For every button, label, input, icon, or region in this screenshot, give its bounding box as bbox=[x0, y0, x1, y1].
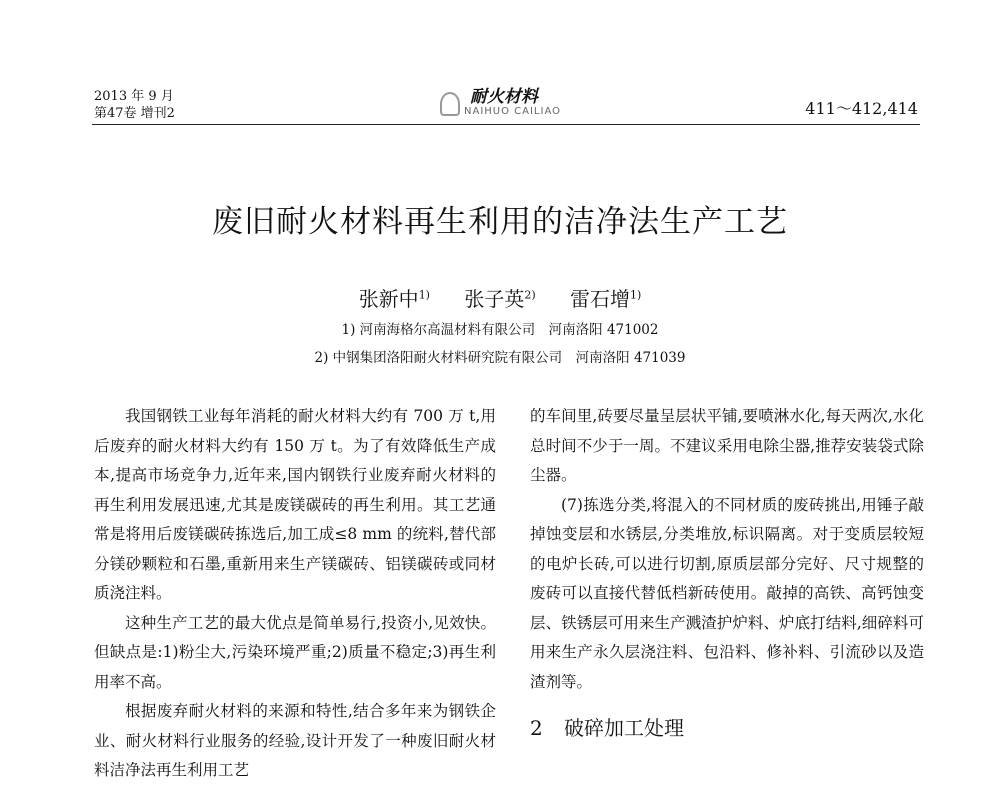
section-number: 2 bbox=[530, 716, 543, 740]
issue-info bbox=[94, 88, 175, 122]
author-affiliation-mark: 2) bbox=[524, 288, 536, 302]
author bbox=[570, 283, 641, 312]
author-affiliation-mark: 1) bbox=[630, 288, 642, 302]
issue-date: 2013 年 9 月 bbox=[94, 89, 174, 104]
author-name: 张新中 bbox=[358, 287, 419, 311]
body-paragraph: (7)拣选分类,将混入的不同材质的废砖挑出,用锤子敲掉蚀变层和水锈层,分类堆放,标识隔离。对于变质层较短的电炉长砖,可以进行切割,原质层部分完好、尺寸规整的废砖可以直接代替低档新砖使用。敲掉的高铁、高钙蚀变层、铁锈层可用来生产溅渣护炉料、炉底打结料,细碎料可用来生产永久层浇注料、包沿料、修补料、引流砂以及造渣剂等。 bbox=[530, 495, 924, 691]
author-list bbox=[0, 283, 1000, 312]
paper-title: 废旧耐火材料再生利用的洁净法生产工艺 bbox=[212, 204, 788, 240]
body-paragraph: 我国钢铁工业每年消耗的耐火材料大约有 700 万 t,用后废弃的耐火材料大约有 150 万 t。为了有效降低生产成本,提高市场竞争力,近年来,国内钢铁行业废弃耐火材料的再生利用发展迅速,尤其是废镁碳砖的再生利用。其工艺通常是将用后废镁碳砖拣选后,加工成≤8 mm 的统料,替代部分镁砂颗粒和石墨,重新用来生产镁碳砖、铝镁碳砖或同材质浇注料。 bbox=[94, 407, 496, 602]
body-paragraph: 根据废弃耐火材料的来源和特性,结合多年来为钢铁企业、耐火材料行业服务的经验,设计开发了一种废旧耐火材料洁净法再生利用工艺 bbox=[94, 702, 496, 779]
affiliation-2: 2) 中钢集团洛阳耐火材料研究院有限公司 河南洛阳 471039 bbox=[314, 350, 686, 366]
page-range: 411～412,414 bbox=[805, 99, 918, 118]
body-column-right bbox=[530, 402, 924, 743]
affiliation-1: 1) 河南海格尔高温材料有限公司 河南洛阳 471002 bbox=[341, 322, 659, 338]
issue-volume: 第47卷 增刊2 bbox=[94, 106, 175, 121]
header-rule bbox=[92, 124, 920, 125]
journal-logo-icon bbox=[440, 92, 460, 116]
author bbox=[464, 283, 535, 312]
author-name: 张子英 bbox=[464, 287, 525, 311]
author-name: 雷石增 bbox=[570, 287, 630, 311]
journal-name-cn: 耐火材料 bbox=[470, 87, 538, 107]
body-paragraph: 这种生产工艺的最大优点是简单易行,投资小,见效快。但缺点是:1)粉尘大,污染环境严重;2)质量不稳定;3)再生利用率不高。 bbox=[94, 613, 496, 691]
author-affiliation-mark: 1) bbox=[418, 288, 430, 302]
body-paragraph: 的车间里,砖要尽量呈层状平铺,要喷淋水化,每天两次,水化总时间不少于一周。不建议采用电除尘器,推荐安装袋式除尘器。 bbox=[530, 407, 924, 484]
author bbox=[359, 283, 430, 312]
section-heading bbox=[530, 713, 924, 743]
journal-name-pinyin: NAIHUO CAILIAO bbox=[464, 106, 561, 117]
body-column-left bbox=[94, 402, 496, 786]
section-title: 破碎加工处理 bbox=[564, 716, 684, 740]
journal-logo bbox=[440, 82, 580, 122]
